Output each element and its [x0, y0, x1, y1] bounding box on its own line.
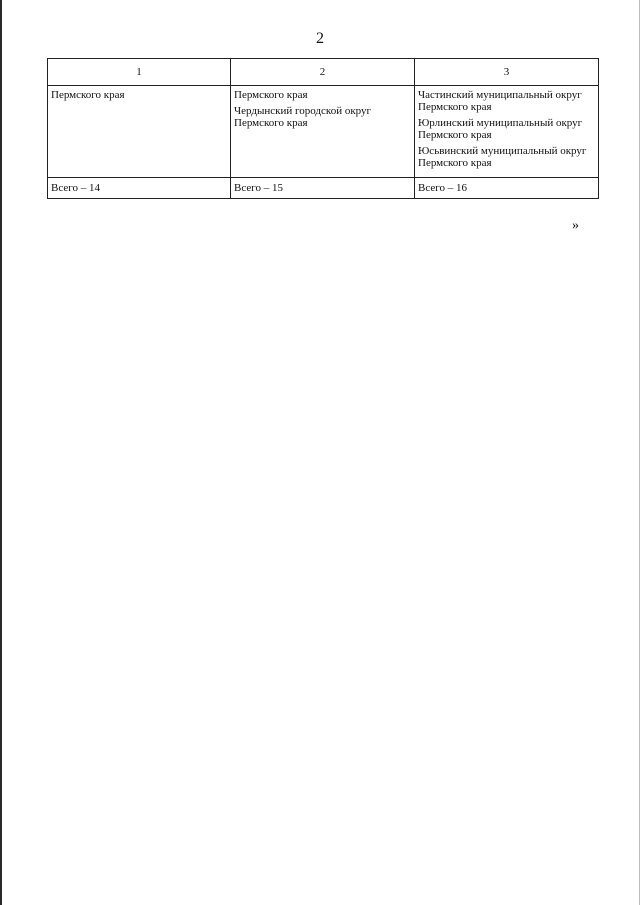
column-header-2: 2 — [231, 59, 415, 86]
closing-quote-mark: » — [572, 218, 579, 233]
list-item: Юрлинский муниципальный округ Пермского края — [418, 117, 583, 141]
list-item: Частинский муниципальный округ Пермского края — [418, 89, 582, 113]
page-left-edge — [0, 0, 2, 905]
list-item: Юсьвинский муниципальный округ Пермского края — [418, 145, 587, 169]
list-item: Пермского края — [234, 89, 308, 101]
column-1-cell — [48, 86, 231, 178]
list-item: Пермского края — [51, 89, 125, 101]
total-column-2: Всего – 15 — [231, 178, 415, 199]
column-header-1: 1 — [48, 59, 231, 86]
list-item: Чердынский городской округ Пермского края — [234, 105, 372, 129]
total-column-1: Всего – 14 — [48, 178, 231, 199]
column-3-cell — [415, 86, 599, 178]
table-header-row — [48, 59, 599, 86]
table-totals-row — [48, 178, 599, 199]
table-row — [48, 86, 599, 178]
municipalities-table — [47, 58, 599, 199]
column-header-3: 3 — [415, 59, 599, 86]
total-column-3: Всего – 16 — [415, 178, 599, 199]
page-number: 2 — [316, 30, 324, 47]
column-2-cell — [231, 86, 415, 178]
